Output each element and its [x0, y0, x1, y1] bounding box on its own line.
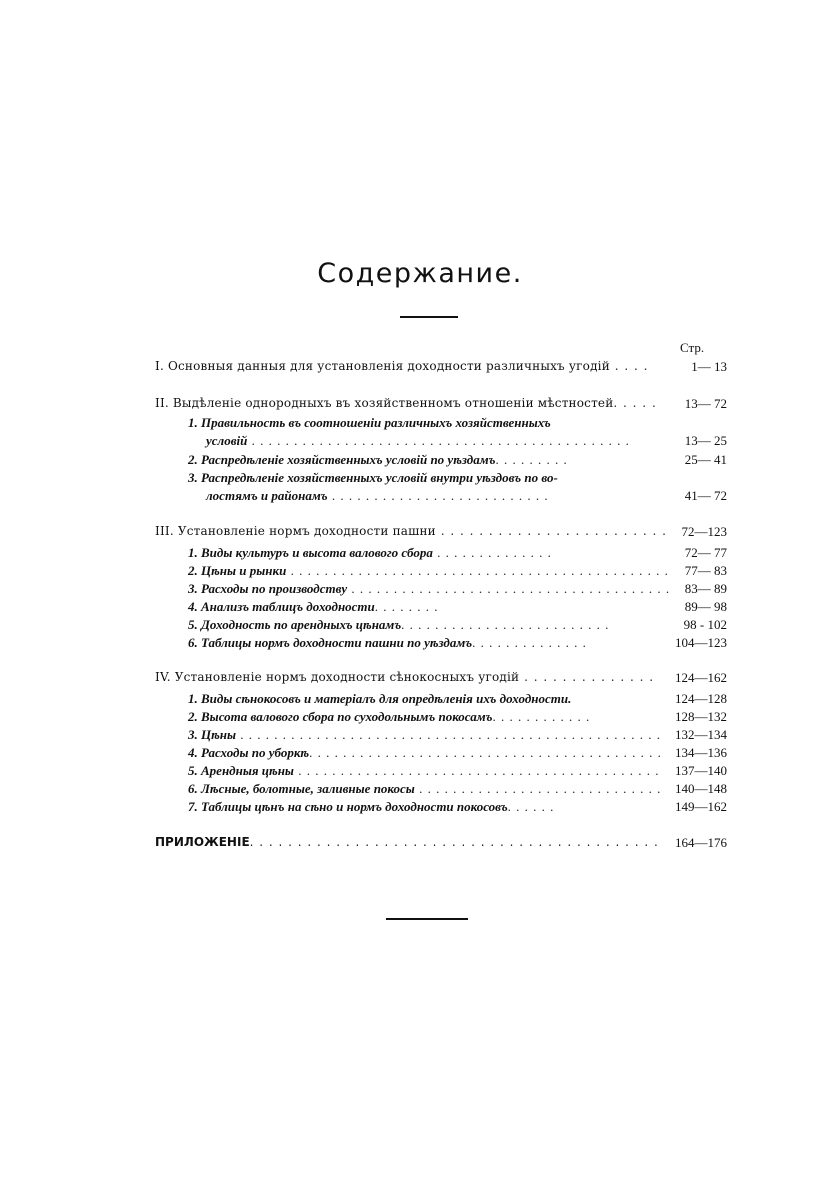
toc-entry-title: 3. Цѣны . . . . . . . . . . . . . . . . . . . . . . . . . . . . . . . . . . . . . . . . . . . . . . . . . .: [188, 727, 662, 742]
toc-entry-3-4[interactable]: [155, 598, 727, 615]
toc-entry-2-3-cont[interactable]: [155, 487, 727, 504]
toc-entry-title: 3. Распредѣленіе хозяйственныхъ условій внутри уѣздовъ по во-: [188, 470, 558, 485]
toc-entry-page: 83— 89: [684, 581, 727, 596]
toc-entry-title: 2. Высота валового сбора по суходольнымъ покосамъ. . . . . . . . . . . .: [188, 709, 591, 724]
toc-entry-page: 104—123: [675, 635, 727, 650]
toc-entry-page: 140—148: [675, 781, 727, 796]
toc-entry-page: 132—134: [675, 727, 727, 742]
toc-entry-title: 5. Арендныя цѣны . . . . . . . . . . . . . . . . . . . . . . . . . . . . . . . . . . . . . . . . . . .: [188, 763, 660, 778]
toc-entry-title: 3. Расходы по производству . . . . . . . . . . . . . . . . . . . . . . . . . . . . . . . . . . . . . .: [188, 581, 671, 596]
toc-entry-title: 2. Распредѣленіе хозяйственныхъ условій по уѣздамъ. . . . . . . . .: [188, 452, 568, 467]
toc-entry-page: 13— 72: [684, 396, 727, 411]
toc-entry-title: 1. Правильность въ соотношеніи различныхъ хозяйственныхъ: [188, 415, 551, 430]
toc-entry-2-1-cont[interactable]: [155, 432, 727, 449]
toc-entry-2-1[interactable]: [155, 414, 727, 431]
toc-entry-2-2[interactable]: [155, 451, 727, 468]
toc-entry-3-2[interactable]: [155, 562, 727, 579]
toc-entry-title: 6. Лѣсные, болотные, заливные покосы . . . . . . . . . . . . . . . . . . . . . . . . . . . . .: [188, 781, 662, 796]
toc-entry-page: 164—176: [675, 835, 727, 850]
toc-entry-title: 1. Виды сѣнокосовъ и матеріалъ для опредѣленія ихъ доходности.: [188, 691, 572, 706]
toc-entry-page: 89— 98: [684, 599, 727, 614]
toc-entry-title: 4. Расходы по уборкѣ. . . . . . . . . . . . . . . . . . . . . . . . . . . . . . . . . . . . . . . . . .: [188, 745, 662, 760]
toc-entry-title: 7. Таблицы цѣнъ на сѣно и нормъ доходности покосовъ. . . . . .: [188, 799, 555, 814]
toc-entry-4-2[interactable]: [155, 708, 727, 725]
toc-entry-page: 98 - 102: [683, 617, 727, 632]
toc-entry-3-5[interactable]: [155, 616, 727, 633]
toc-entry-section-1[interactable]: [155, 358, 727, 375]
toc-entry-page: 124—128: [675, 691, 727, 706]
toc-entry-title: I. Основныя данныя для установленія доходности различныхъ угодій . . . .: [155, 359, 649, 373]
toc-entry-section-3[interactable]: [155, 523, 727, 540]
toc-entry-4-6[interactable]: [155, 780, 727, 797]
toc-entry-page: 1— 13: [691, 359, 727, 374]
toc-entry-section-2[interactable]: [155, 395, 727, 412]
toc-entry-4-3[interactable]: [155, 726, 727, 743]
toc-entry-page: 13— 25: [684, 433, 727, 448]
toc-entry-page: 25— 41: [684, 452, 727, 467]
closing-rule: [386, 918, 468, 920]
toc-entry-title: 5. Доходность по арендныхъ цѣнамъ. . . . . . . . . . . . . . . . . . . . . . . . .: [188, 617, 610, 632]
toc-entry-4-7[interactable]: [155, 798, 727, 815]
toc-entry-title: III. Установленіе нормъ доходности пашни . . . . . . . . . . . . . . . . . . . . . . . .: [155, 524, 667, 538]
toc-entry-title: условій . . . . . . . . . . . . . . . . . . . . . . . . . . . . . . . . . . . . . . . . . . . . .: [206, 433, 630, 448]
page-title: Содержание.: [317, 258, 523, 289]
toc-entry-3-6[interactable]: [155, 634, 727, 651]
toc-entry-section-4[interactable]: [155, 669, 727, 686]
toc-entry-4-1[interactable]: [155, 690, 727, 707]
toc-entry-page: 124—162: [675, 670, 727, 685]
toc-entry-page: 77— 83: [684, 563, 727, 578]
toc-entry-title: 6. Таблицы нормъ доходности пашни по уѣздамъ. . . . . . . . . . . . . .: [188, 635, 587, 650]
toc-entry-4-5[interactable]: [155, 762, 727, 779]
toc-entry-title: ПРИЛОЖЕНІЕ. . . . . . . . . . . . . . . . . . . . . . . . . . . . . . . . . . . . . . . . . . .: [155, 835, 659, 849]
toc-entry-title: II. Выдѣленіе однородныхъ въ хозяйственномъ отношеніи мѣстностей. . . . .: [155, 396, 657, 410]
toc-entry-4-4[interactable]: [155, 744, 727, 761]
toc-entry-title: 4. Анализъ таблицъ доходности. . . . . . . .: [188, 599, 439, 614]
toc-entry-3-1[interactable]: [155, 544, 727, 561]
page-column-header: Стр.: [680, 340, 705, 355]
toc-entry-page: 41— 72: [684, 488, 727, 503]
toc-entry-2-3[interactable]: [155, 469, 727, 486]
toc-entry-title: 1. Виды культуръ и высота валового сбора . . . . . . . . . . . . . .: [188, 545, 552, 560]
toc-entry-page: 149—162: [675, 799, 727, 814]
toc-entry-page: 137—140: [675, 763, 727, 778]
toc-entry-page: 72— 77: [684, 545, 727, 560]
toc-entry-title: лостямъ и районамъ . . . . . . . . . . . . . . . . . . . . . . . . . .: [206, 488, 549, 503]
toc-entry-page: 72—123: [681, 524, 727, 539]
toc-entry-appendix[interactable]: [155, 834, 727, 851]
toc-entry-page: 134—136: [675, 745, 727, 760]
toc-entry-page: 128—132: [675, 709, 727, 724]
toc-entry-3-3[interactable]: [155, 580, 727, 597]
table-of-contents: [155, 0, 727, 1191]
toc-entry-title: 2. Цѣны и рынки . . . . . . . . . . . . . . . . . . . . . . . . . . . . . . . . . . . . . . . . . . . . .: [188, 563, 669, 578]
toc-entry-title: IV. Установленіе нормъ доходности сѣнокосныхъ угодій . . . . . . . . . . . . . .: [155, 670, 655, 684]
